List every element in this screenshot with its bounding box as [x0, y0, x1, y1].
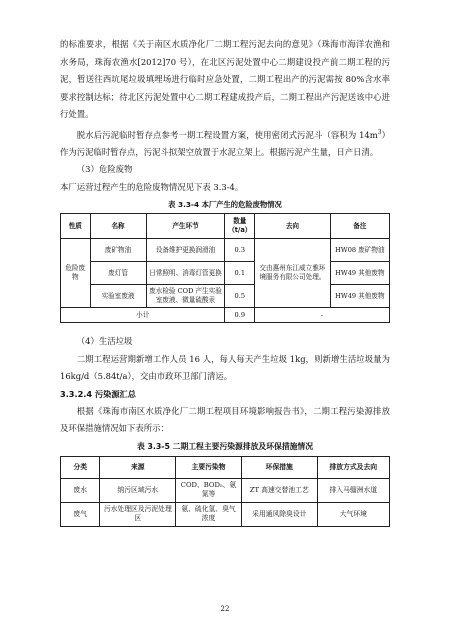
- paragraph-sludge-storage-part1: 脱水后污泥临时暂存点参考一期工程设置方案，使用密闭式污泥斗（容积为 14m: [76, 129, 378, 140]
- table1-header-destination: 去向: [255, 214, 331, 239]
- pollution-source-table: [60, 456, 390, 527]
- table2-header-measure: 环保措施: [241, 456, 317, 478]
- table2-cell-pollutant: COD、BOD₅、氨氮等: [176, 478, 242, 502]
- table2-cell-category: 废水: [61, 478, 100, 502]
- table2-caption: 表 3.3-5 二期工程主要污染源排放及环保措施情况: [136, 441, 314, 451]
- table2-header-pollutant: 主要污染物: [176, 456, 242, 478]
- table2-cell-discharge: 大气环境: [317, 502, 389, 526]
- table-row: [61, 239, 390, 262]
- heading-hazardous-waste: （3）危险废物: [76, 164, 133, 175]
- table1-header-qty: 数量（t/a）: [225, 214, 255, 239]
- table2-cell-category: 废气: [61, 502, 100, 526]
- table2-header-discharge: 排放方式及去向: [317, 456, 389, 478]
- table2-cell-source: 污水处理区及污泥处理区: [100, 502, 176, 526]
- table2-cell-measure: 采用通风除臭设计: [241, 502, 317, 526]
- table1-destination-cell: 交由惠州东江威立雅环境服务有限公司处理。: [255, 239, 331, 308]
- table1-cell-source: 日常照明、消毒灯管更换: [146, 262, 225, 285]
- table1-cell-source: 废水检验 COD 产生实验室废液、微量硫酸汞: [146, 285, 225, 308]
- table1-cell-name: 废灯管: [90, 262, 146, 285]
- table2-header-source: 来源: [100, 456, 176, 478]
- table2-cell-measure: ZT 高速交替池工艺: [241, 478, 317, 502]
- table1-total-destination: -: [255, 308, 390, 323]
- table2-cell-discharge: 排入马骝洲水道: [317, 478, 389, 502]
- table1-cell-qty: 0.1: [225, 262, 255, 285]
- table1-header-row: [61, 214, 390, 239]
- table-row: [61, 285, 390, 308]
- table1-total-qty: 0.9: [225, 308, 255, 323]
- paragraph-sludge-disposal: 的标准要求，根据《关于南区水质净化厂二期工程污泥去向的意见》（珠海市海洋农渔和水务局，珠海农渔水[2012]70 号），在北区污泥处置中心二期建设投产前二期工程的污泥，暂送往西坑尾垃圾填埋场进行临时应急处置，二期工程出产的污泥需按 80%含水率要求控制达标；待北区污泥处置中心二期工程建成投产后，二期工程出产污泥送该中心进行处置。: [60, 39, 390, 119]
- paragraph-garbage: 二期工程运营期新增工作人员 16 人，每人每天产生垃圾 1kg，则新增生活垃圾量为 16kg/d（5.84t/a），交由市政环卫部门清运。: [60, 353, 390, 382]
- table2-header-category: 分类: [61, 456, 100, 478]
- table1-cell-note: HW08 废矿物油: [330, 239, 389, 262]
- page-number: 22: [220, 605, 230, 613]
- table1-header-nature: 性质: [61, 214, 91, 239]
- table1-header-note: 备注: [330, 214, 389, 239]
- table2-cell-pollutant: 氨、硫化氢、臭气浓度: [176, 502, 242, 526]
- table1-cell-note: HW49 其他废物: [330, 285, 389, 308]
- table1-total-row: [61, 308, 390, 323]
- table1-category-cell: 危险废物: [61, 239, 91, 308]
- table1-cell-qty: 0.5: [225, 285, 255, 308]
- table1-header-name: 名称: [90, 214, 146, 239]
- paragraph-sludge-storage-part2: ）作为污泥临时暂存点，污泥斗拟架空放置于水泥立架上。根据污泥产生量，日产日清。: [60, 129, 391, 157]
- table1-cell-source: 设备维护更换润滑油: [146, 239, 225, 262]
- table-row: [61, 502, 390, 526]
- table1-cell-qty: 0.3: [225, 239, 255, 262]
- table1-cell-note: HW49 其他废物: [330, 262, 389, 285]
- table-row: [61, 262, 390, 285]
- table2-header-row: [61, 456, 390, 478]
- table1-cell-name: 实验室废液: [90, 285, 146, 308]
- heading-domestic-garbage: （4）生活垃圾: [76, 336, 133, 347]
- table1-caption: 表 3.3-4 本厂产生的危险废物情况: [168, 200, 282, 210]
- table1-header-source: 产生环节: [146, 214, 225, 239]
- paragraph-summary-intro: 根据《珠海市南区水质净化厂二期工程项目环境影响报告书》，二期工程污染源排放及环保措施情况如下表所示：: [60, 405, 390, 434]
- paragraph-sludge-storage: [60, 124, 390, 162]
- table-row: [61, 478, 390, 502]
- section-heading-pollution-summary: 3.3.2.4 污染源汇总: [60, 388, 136, 399]
- table1-cell-name: 废矿物油: [90, 239, 146, 262]
- table2-cell-source: 纳污区域污水: [100, 478, 176, 502]
- hazardous-waste-table: [60, 213, 390, 323]
- paragraph-hazard-intro: 本厂运营过程产生的危险废物情况见下表 3.3-4。: [60, 181, 244, 192]
- table1-total-label: 小计: [61, 308, 225, 323]
- superscript-cubic: 3: [377, 128, 382, 136]
